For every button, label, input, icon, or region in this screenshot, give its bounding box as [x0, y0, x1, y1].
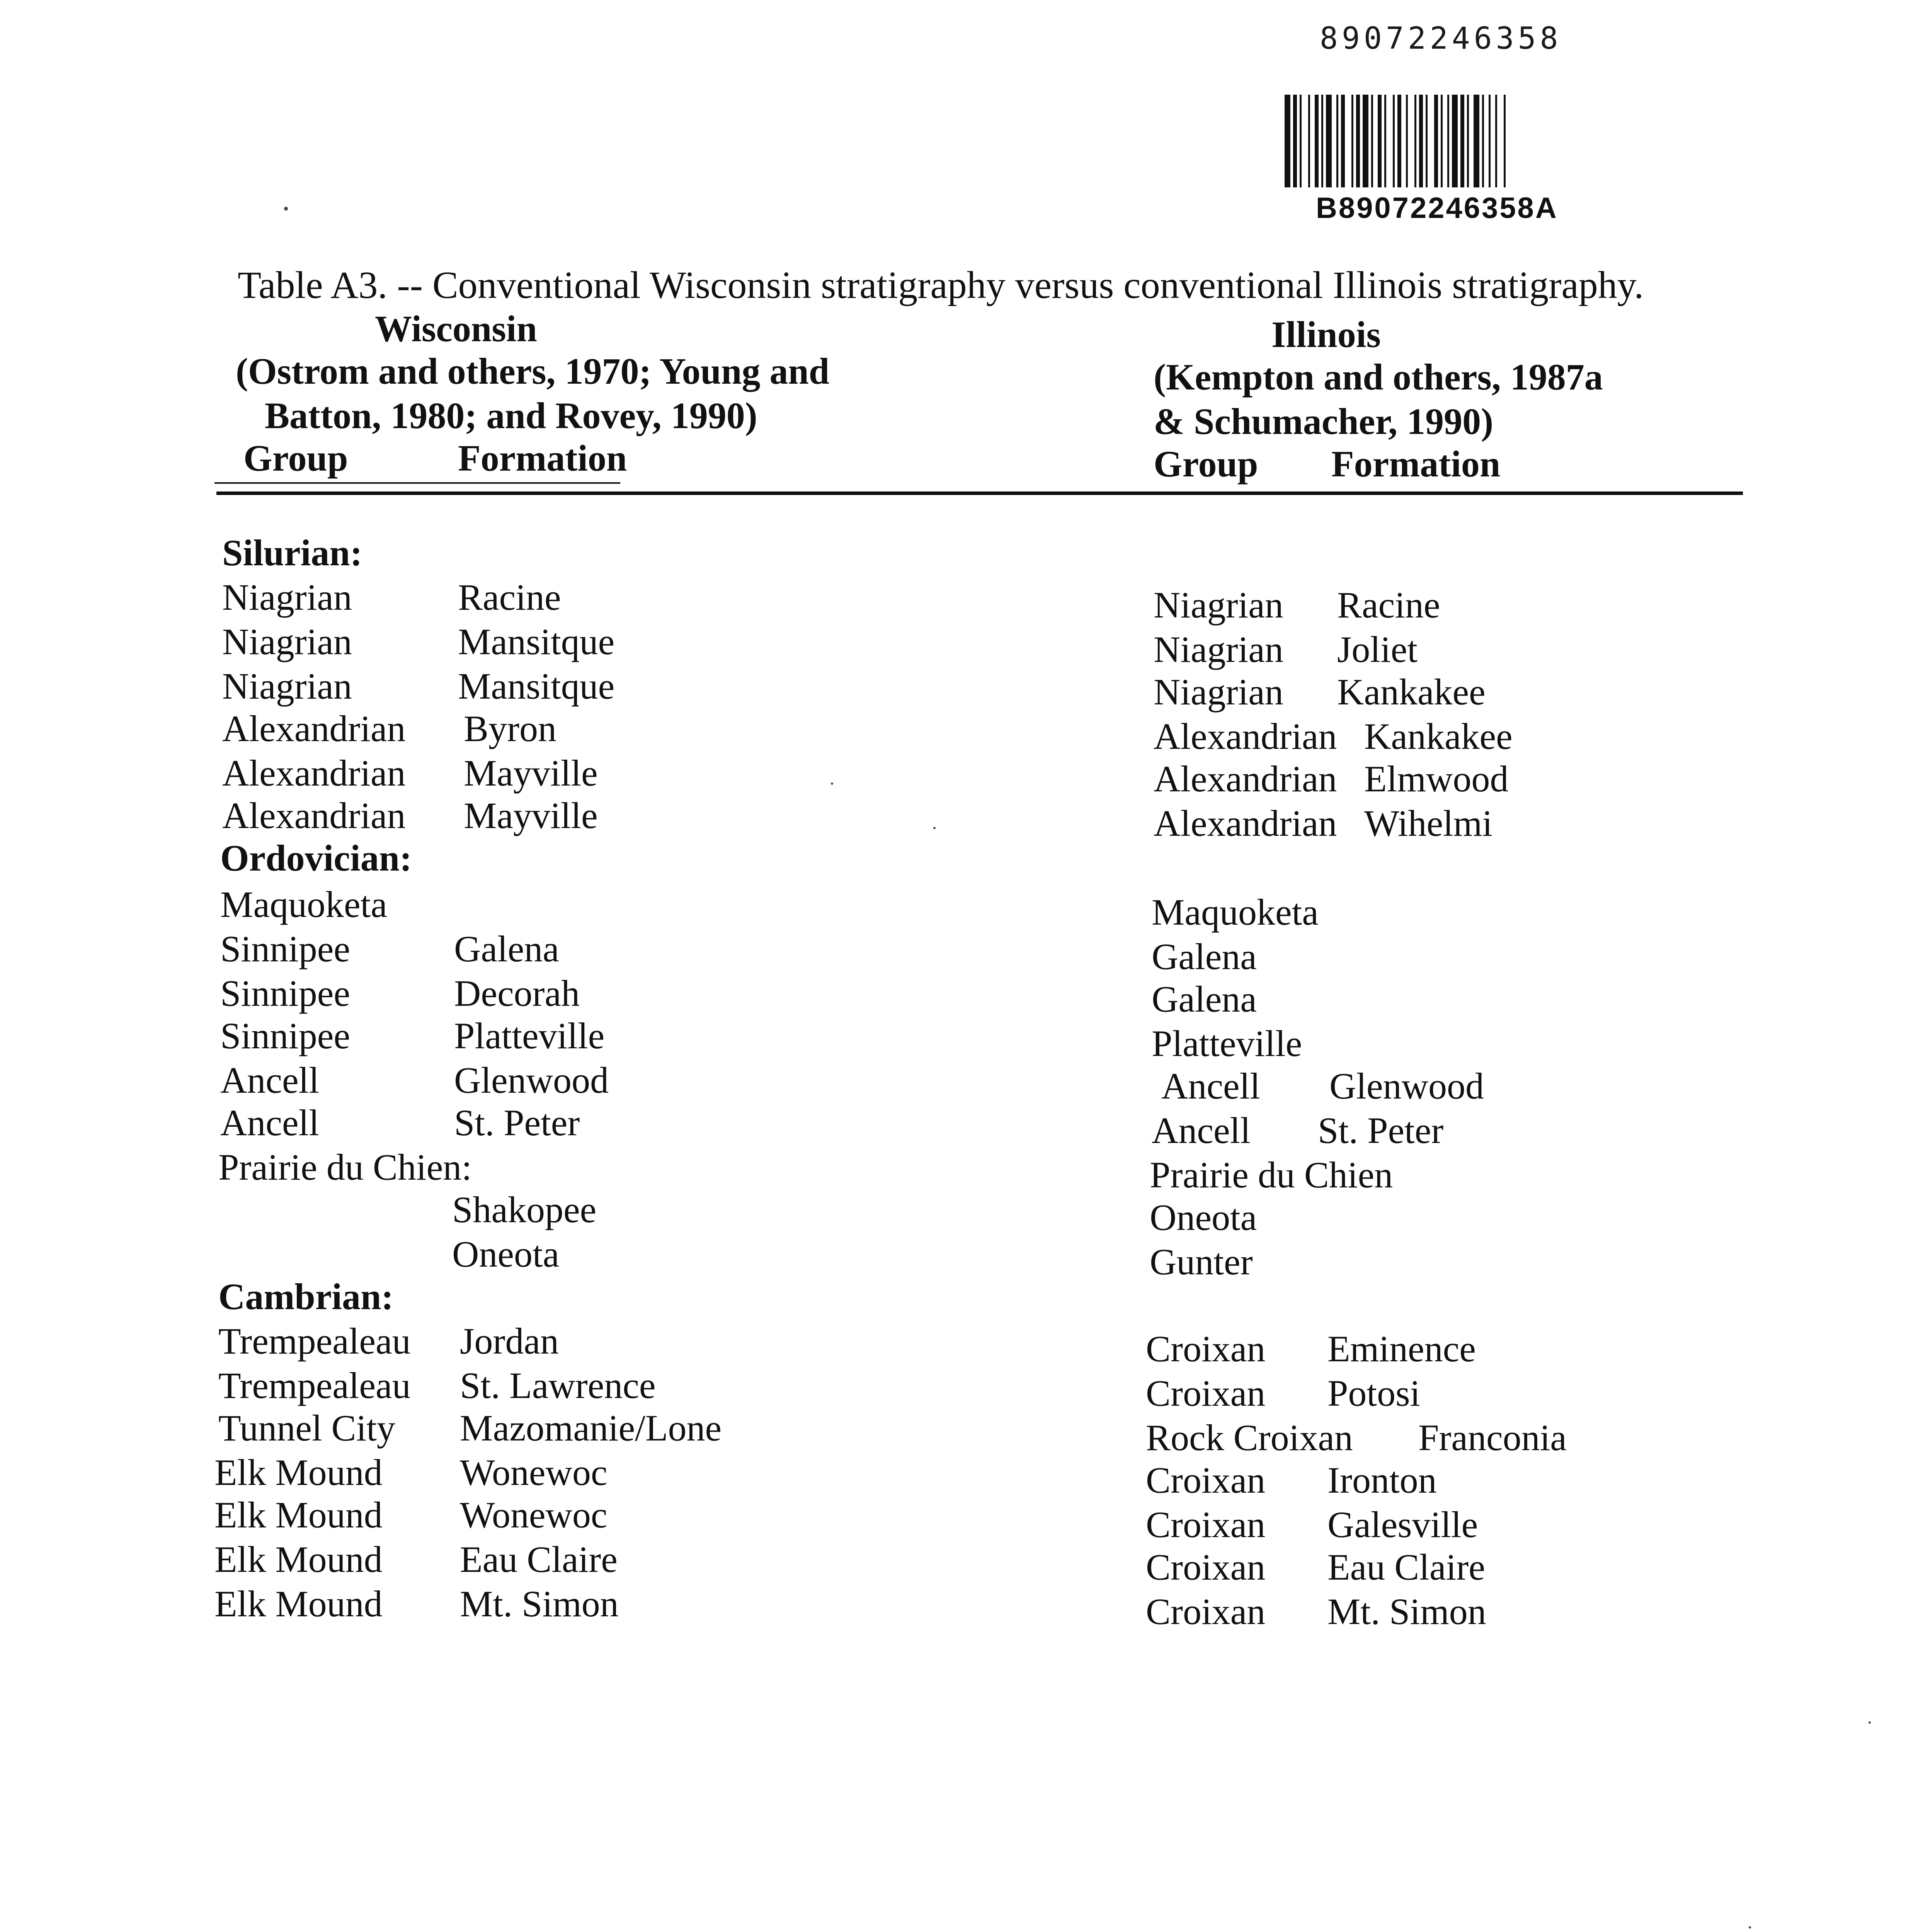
barcode-bar [1397, 95, 1401, 187]
wisconsin-group-cell: Ancell [220, 1102, 319, 1143]
illinois-group-cell: Croixan [1146, 1372, 1266, 1414]
barcode-bar [1356, 95, 1360, 187]
illinois-group-cell: Alexandrian [1154, 758, 1337, 799]
wisconsin-formation-cell: Mayville [464, 752, 598, 794]
barcode-bar [1406, 95, 1408, 187]
wisconsin-group-cell: Niagrian [222, 577, 352, 618]
wisconsin-group-cell: Prairie du Chien: [218, 1146, 472, 1188]
wisconsin-reference-line-1: (Ostrom and others, 1970; Young and [236, 350, 830, 392]
barcode-bar [1293, 95, 1297, 187]
illinois-group-cell: Galena [1152, 936, 1257, 977]
barcode-image [1283, 95, 1612, 187]
wisconsin-group-cell: Alexandrian [222, 752, 406, 794]
illinois-group-cell: Alexandrian [1154, 803, 1337, 844]
illinois-formation-cell: Ironton [1327, 1459, 1437, 1501]
barcode-bar [1441, 95, 1443, 187]
barcode-bar [1371, 95, 1373, 187]
wisconsin-formation-cell: Mayville [464, 795, 598, 836]
illinois-formation-cell: Wihelmi [1364, 803, 1493, 844]
illinois-formation-cell: Mt. Simon [1327, 1591, 1486, 1632]
wisconsin-formation-cell: St. Peter [454, 1102, 580, 1143]
wisconsin-reference-line-2: Batton, 1980; and Rovey, 1990) [265, 395, 757, 436]
barcode-bar [1384, 95, 1386, 187]
illinois-title: Illinois [1271, 314, 1381, 355]
barcode-bar [1285, 95, 1290, 187]
illinois-group-cell: Rock Croixan [1146, 1417, 1353, 1458]
wisconsin-group-cell: Sinnipee [220, 928, 350, 969]
handwritten-accession-number: 89072246358 [1320, 21, 1562, 56]
barcode-bar [1482, 95, 1484, 187]
wisconsin-formation-cell: Mazomanie/Lone [460, 1407, 722, 1449]
barcode-bar [1414, 95, 1416, 187]
barcode-bar [1452, 95, 1458, 187]
era-cambrian: Cambrian: [218, 1276, 394, 1317]
wisconsin-formation-cell: Wonewoc [460, 1452, 608, 1493]
wisconsin-formation-cell: Shakopee [452, 1189, 597, 1230]
wisconsin-group-cell: Elk Mound [214, 1494, 383, 1536]
wisconsin-group-cell: Elk Mound [214, 1583, 383, 1624]
wisconsin-formation-header: Formation [458, 437, 627, 479]
wisconsin-formation-cell: Galena [454, 928, 559, 969]
wisconsin-formation-cell: Glenwood [454, 1060, 609, 1101]
illinois-formation-cell: Kankakee [1364, 716, 1513, 757]
illinois-group-cell: Niagrian [1154, 584, 1283, 626]
wisconsin-group-cell: Alexandrian [222, 795, 406, 836]
wisconsin-formation-cell: Jordan [460, 1320, 559, 1362]
illinois-formation-cell: Potosi [1327, 1372, 1421, 1414]
wisconsin-group-cell: Elk Mound [214, 1539, 383, 1580]
wisconsin-formation-cell: Oneota [452, 1233, 560, 1275]
scan-speck [1869, 1721, 1871, 1724]
barcode-bar [1326, 95, 1332, 187]
era-ordovician: Ordovician: [220, 837, 412, 879]
illinois-group-header: Group [1154, 443, 1258, 485]
illinois-group-cell: Croixan [1146, 1328, 1266, 1369]
wisconsin-formation-cell: Racine [458, 577, 561, 618]
barcode-bar [1504, 95, 1506, 187]
wisconsin-group-cell: Trempealeau [218, 1320, 411, 1362]
wisconsin-group-cell: Elk Mound [214, 1452, 383, 1493]
illinois-reference-line-1: (Kempton and others, 1987a [1154, 356, 1603, 398]
illinois-formation-cell: Glenwood [1329, 1065, 1484, 1107]
barcode-bar [1495, 95, 1497, 187]
barcode-bar [1467, 95, 1469, 187]
illinois-group-cell: Niagrian [1154, 671, 1283, 713]
wisconsin-formation-cell: Decorah [454, 973, 580, 1014]
wisconsin-group-cell: Tunnel City [218, 1407, 395, 1449]
era-silurian: Silurian: [222, 532, 362, 573]
wisconsin-group-cell: Niagrian [222, 621, 352, 662]
wisconsin-group-header: Group [243, 437, 348, 479]
barcode-bar [1308, 95, 1310, 187]
illinois-group-cell: Platteville [1152, 1023, 1302, 1064]
wisconsin-group-cell: Trempealeau [218, 1365, 411, 1406]
wisconsin-formation-cell: St. Lawrence [460, 1365, 656, 1406]
wisconsin-formation-cell: Mansitque [458, 665, 615, 707]
barcode-bar [1341, 95, 1345, 187]
illinois-group-cell: Croixan [1146, 1591, 1266, 1632]
wisconsin-formation-cell: Wonewoc [460, 1494, 608, 1536]
illinois-formation-header: Formation [1331, 443, 1501, 485]
wisconsin-formation-cell: Platteville [454, 1015, 605, 1056]
barcode-bar [1489, 95, 1491, 187]
scan-speck [933, 827, 936, 829]
wisconsin-group-cell: Alexandrian [222, 708, 406, 749]
barcode-bar [1419, 95, 1423, 187]
barcode-bar [1426, 95, 1428, 187]
illinois-group-cell: Croixan [1146, 1459, 1266, 1501]
barcode-label: B89072246358A [1316, 192, 1558, 224]
wisconsin-group-cell: Sinnipee [220, 1015, 350, 1056]
wisconsin-group-cell: Niagrian [222, 665, 352, 707]
barcode-bar [1351, 95, 1353, 187]
wisconsin-group-cell: Maquoketa [220, 884, 387, 925]
barcode-bar [1460, 95, 1464, 187]
scan-speck [284, 207, 288, 211]
illinois-group-cell: Ancell [1152, 1110, 1251, 1151]
header-rule [216, 492, 1743, 495]
illinois-group-cell: Ancell [1161, 1065, 1260, 1107]
wisconsin-formation-cell: Byron [464, 708, 556, 749]
header-underline-wisconsin [214, 482, 620, 484]
illinois-formation-cell: Eminence [1327, 1328, 1476, 1369]
barcode-bar [1363, 95, 1368, 187]
illinois-group-cell: Croixan [1146, 1504, 1266, 1545]
scan-speck [1749, 1926, 1751, 1929]
illinois-group-cell: Maquoketa [1152, 891, 1319, 933]
wisconsin-group-cell: Sinnipee [220, 973, 350, 1014]
illinois-group-cell: Gunter [1150, 1241, 1253, 1282]
illinois-formation-cell: Racine [1337, 584, 1440, 626]
illinois-formation-cell: St. Peter [1318, 1110, 1444, 1151]
illinois-formation-cell: Eau Claire [1327, 1546, 1485, 1588]
barcode-bar [1474, 95, 1479, 187]
wisconsin-formation-cell: Mt. Simon [460, 1583, 619, 1624]
illinois-group-cell: Oneota [1150, 1197, 1257, 1238]
illinois-formation-cell: Franconia [1418, 1417, 1567, 1458]
barcode-bar [1315, 95, 1319, 187]
barcode-bar [1336, 95, 1338, 187]
illinois-formation-cell: Elmwood [1364, 758, 1509, 799]
wisconsin-formation-cell: Mansitque [458, 621, 615, 662]
scan-speck [831, 782, 833, 785]
illinois-group-cell: Alexandrian [1154, 716, 1337, 757]
illinois-formation-cell: Joliet [1337, 629, 1418, 670]
illinois-reference-line-2: & Schumacher, 1990) [1154, 401, 1494, 442]
illinois-group-cell: Niagrian [1154, 629, 1283, 670]
wisconsin-formation-cell: Eau Claire [460, 1539, 618, 1580]
barcode-bar [1300, 95, 1302, 187]
table-caption: Table A3. -- Conventional Wisconsin stratigraphy versus conventional Illinois stratigraphy. [238, 264, 1644, 306]
barcode-bar [1321, 95, 1323, 187]
illinois-formation-cell: Kankakee [1337, 671, 1486, 713]
illinois-group-cell: Prairie du Chien [1150, 1154, 1393, 1196]
barcode-bar [1378, 95, 1382, 187]
illinois-group-cell: Croixan [1146, 1546, 1266, 1588]
illinois-group-cell: Galena [1152, 978, 1257, 1020]
wisconsin-title: Wisconsin [375, 308, 537, 349]
barcode-bar [1447, 95, 1449, 187]
barcode-bar [1434, 95, 1438, 187]
illinois-formation-cell: Galesville [1327, 1504, 1478, 1545]
barcode-bar [1393, 95, 1395, 187]
wisconsin-group-cell: Ancell [220, 1060, 319, 1101]
